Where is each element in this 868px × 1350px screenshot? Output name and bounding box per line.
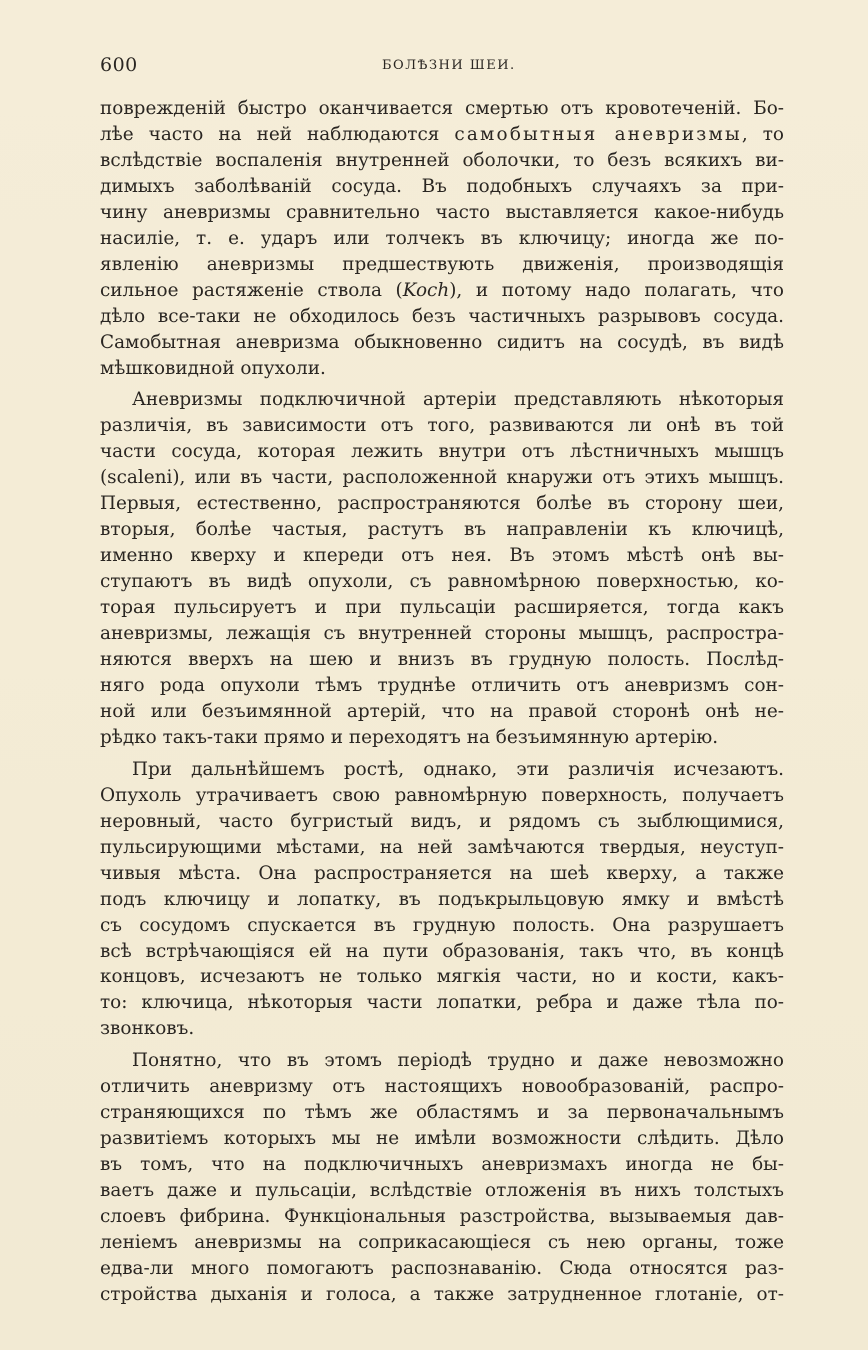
text-line: мѣшковидной опухоли. (100, 357, 326, 379)
text-line: ступаютъ въ видѣ опухоли, съ равномѣрною поверхностью, ко- (100, 571, 784, 593)
text-line: едва-ли много помогаютъ распознаванію. Сюда относятся раз- (100, 1257, 784, 1279)
running-head: БОЛѢЗНИ ШЕИ. (382, 58, 516, 73)
text-line: (scaleni), или въ части, расположенной кнаружи отъ этихъ мышцъ. (100, 467, 784, 489)
paragraph (100, 1048, 784, 1308)
text-line: няго рода опухоли тѣмъ труднѣе отличить отъ аневризмъ сон- (100, 674, 784, 696)
text-line: развитіемъ которыхъ мы не имѣли возможности слѣдить. Дѣло (100, 1128, 784, 1150)
text-line: сильное растяженіе ствола (Koch), и потому надо полагать, что (100, 279, 784, 301)
text-line: торая пульсируетъ и при пульсаціи расширяется, тогда какъ (100, 597, 784, 619)
body-text (100, 96, 784, 1308)
text-line: отличить аневризму отъ настоящихъ новообразованій, распро- (100, 1076, 784, 1098)
text-line: аневризмы, лежащія съ внутренней стороны мышцъ, распростра- (100, 623, 784, 645)
text-line: лѣе часто на ней наблюдаются самобытныя аневризмы, то (100, 123, 784, 145)
page-header (100, 54, 782, 84)
text-line: насиліе, т. е. ударъ или толчекъ въ ключицу; иногда же по- (100, 227, 784, 249)
text-line: ной или безъимянной артерій, что на правой сторонѣ онѣ не- (100, 700, 784, 722)
text-line: Опухоль утрачиваетъ свою равномѣрную поверхность, получаетъ (100, 784, 784, 806)
text-line: стройства дыханія и голоса, а также затрудненное глотаніе, от- (100, 1283, 784, 1305)
text-line: чивыя мѣста. Она распространяется на шеѣ кверху, а также (100, 862, 784, 884)
text-line: ваетъ даже и пульсаціи, вслѣдствіе отложенія въ нихъ толстыхъ (100, 1180, 784, 1202)
text-line: то: ключица, нѣкоторыя части лопатки, ребра и даже тѣла по- (100, 992, 784, 1014)
text-line: звонковъ. (100, 1018, 195, 1040)
text-line: страняющихся по тѣмъ же областямъ и за первоначальнымъ (100, 1102, 784, 1124)
text-line: слоевъ фибрина. Функціональныя разстройства, вызываемыя дав- (100, 1206, 784, 1228)
text-line: всѣ встрѣчающіяся ей на пути образованія, такъ что, въ концѣ (100, 940, 784, 962)
text-line: димыхъ заболѣваній сосуда. Въ подобныхъ случаяхъ за при- (100, 175, 784, 197)
text-line: поврежденій быстро оканчивается смертью отъ кровотеченій. Бо- (100, 98, 784, 119)
text-line: Первыя, естественно, распространяются болѣе въ сторону шеи, (100, 493, 784, 515)
text-line: концовъ, исчезаютъ не только мягкія части, но и кости, какъ- (100, 966, 784, 988)
paragraph (100, 387, 784, 750)
paragraph (100, 757, 784, 1042)
text-line: дѣло все-таки не обходилось безъ частичныхъ разрывовъ сосуда. (100, 305, 784, 327)
text-line: въ томъ, что на подключичныхъ аневризмахъ иногда не бы- (100, 1154, 784, 1176)
text-line: няются вверхъ на шею и внизъ въ грудную полость. Послѣд- (100, 649, 784, 671)
text-line: именно кверху и кпереди отъ нея. Въ этомъ мѣстѣ онѣ вы- (100, 545, 784, 567)
text-line: Самобытная аневризма обыкновенно сидитъ на сосудѣ, въ видѣ (100, 331, 784, 353)
text-line: вторыя, болѣе частыя, растутъ въ направленіи къ ключицѣ, (100, 519, 784, 541)
text-line: подъ ключицу и лопатку, въ подъкрыльцовую ямку и вмѣстѣ (100, 888, 784, 910)
text-line: При дальнѣйшемъ ростѣ, однако, эти различія исчезаютъ. (132, 758, 784, 780)
text-line: пульсирующими мѣстами, на ней замѣчаются твердыя, неуступ- (100, 836, 784, 858)
text-line: Аневризмы подключичной артеріи представляють нѣкоторыя (132, 389, 784, 411)
page-number: 600 (100, 54, 138, 76)
text-line: Понятно, что въ этомъ періодѣ трудно и даже невозможно (132, 1050, 784, 1072)
text-line: рѣдко такъ-таки прямо и переходятъ на безъимянную артерію. (100, 726, 719, 748)
paragraph (100, 96, 784, 381)
text-line: части сосуда, которая лежить внутри отъ лѣстничныхъ мышцъ (100, 441, 784, 463)
spaced-emphasis: самобытныя аневризмы (454, 123, 742, 145)
text-line: явленію аневризмы предшествують движенія, производящія (100, 253, 784, 275)
text-line: неровный, часто бугристый видъ, и рядомъ съ зыблющимися, (100, 810, 784, 832)
italic-citation: Koch (402, 279, 450, 301)
text-line: съ сосудомъ спускается въ грудную полость. Она разрушаетъ (100, 914, 784, 936)
text-line: леніемъ аневризмы на соприкасающіеся съ нею органы, тоже (100, 1231, 784, 1253)
text-line: вслѣдствіе воспаленія внутренней оболочки, то безъ всякихъ ви- (100, 149, 784, 171)
text-line: различія, въ зависимости отъ того, развиваются ли онѣ въ той (100, 415, 784, 437)
text-line: чину аневризмы сравнительно часто выставляется какое-нибудь (100, 201, 784, 223)
